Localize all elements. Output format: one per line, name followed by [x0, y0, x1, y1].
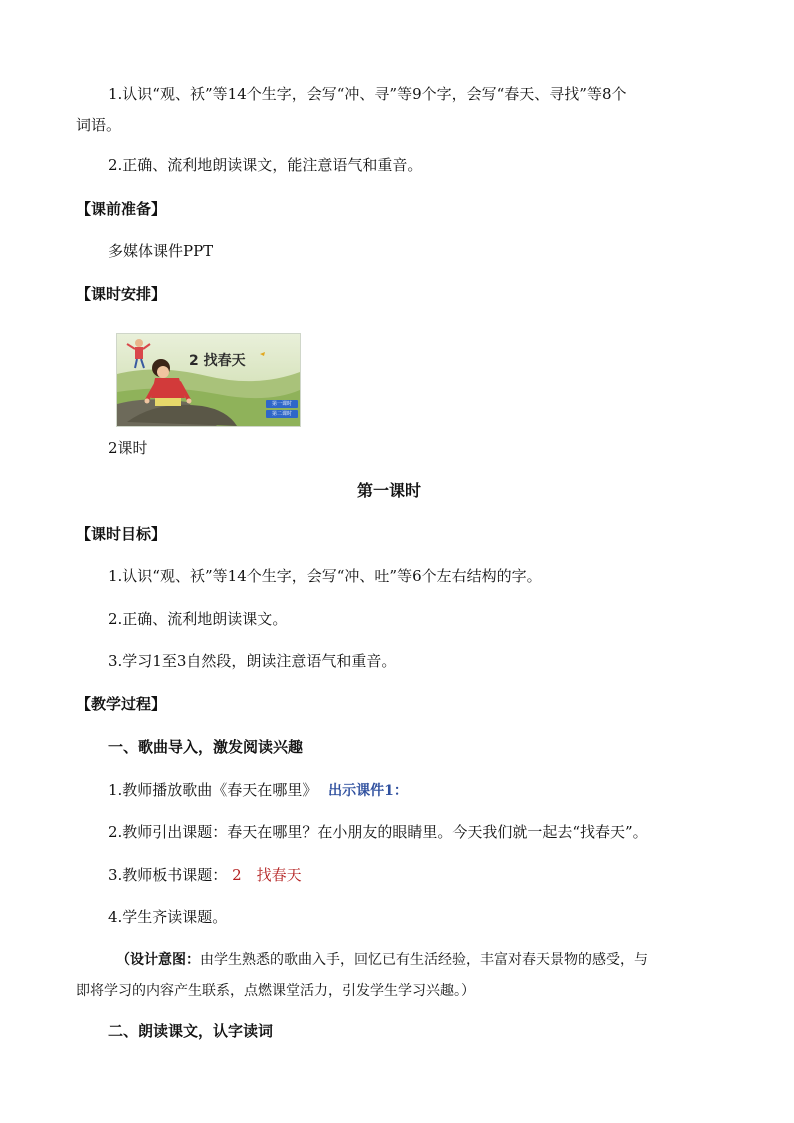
design-intent-text-1: 由学生熟悉的歌曲入手，回忆已有生活经验，丰富对春天景物的感受，与: [200, 952, 648, 968]
board-title: 2 找春天: [232, 866, 302, 884]
schedule-heading: 【课时安排】: [76, 285, 167, 303]
prep-heading: 【课前准备】: [76, 200, 167, 218]
thumbnail-lesson2-button: 第二课时: [266, 410, 298, 418]
thumbnail-lesson1-button: 第一课时: [266, 400, 298, 408]
lesson-thumbnail-image: [116, 333, 301, 427]
design-intent-line-2: 即将学习的内容产生联系，点燃课堂活力，引发学生学习兴趣。）: [76, 983, 475, 999]
section1-heading: 一、歌曲导入，激发阅读兴趣: [108, 738, 304, 756]
lesson-goals-heading: 【课时目标】: [76, 525, 167, 543]
goal-line-1-cont: 词语。: [76, 116, 122, 134]
goal-line-1: 1.认识“观、袄”等14个生字，会写“冲、寻”等9个字，会写“春天、寻找”等8个: [108, 85, 627, 103]
step-4: 4.学生齐读课题。: [108, 908, 228, 926]
lesson-goal-2: 2.正确、流利地朗读课文。: [108, 610, 288, 628]
step-2: 2.教师引出课题：春天在哪里？在小朋友的眼睛里。今天我们就一起去“找春天”。: [108, 823, 648, 841]
step-3: [108, 865, 302, 885]
design-intent-line-1: [116, 950, 648, 970]
step-1-text: 1.教师播放歌曲《春天在哪里》: [108, 781, 318, 799]
lesson-goal-1: 1.认识“观、袄”等14个生字，会写“冲、吐”等6个左右结构的字。: [108, 567, 542, 585]
lesson-goal-3: 3.学习1至3自然段，朗读注意语气和重音。: [108, 652, 397, 670]
goal-line-2: 2.正确、流利地朗读课文，能注意语气和重音。: [108, 156, 423, 174]
prep-content: 多媒体课件PPT: [108, 242, 214, 260]
thumbnail-title: 2 找春天: [189, 353, 246, 369]
step-1: [108, 780, 408, 801]
step-3-text: 3.教师板书课题：: [108, 866, 228, 884]
schedule-content: 2课时: [108, 439, 148, 457]
design-intent-label: （设计意图：: [116, 952, 200, 968]
process-heading: 【教学过程】: [76, 695, 167, 713]
courseware-hint: 出示课件1：: [328, 783, 408, 799]
section2-heading: 二、朗读课文，认字读词: [108, 1022, 274, 1040]
lesson-title: 第一课时: [357, 481, 422, 500]
